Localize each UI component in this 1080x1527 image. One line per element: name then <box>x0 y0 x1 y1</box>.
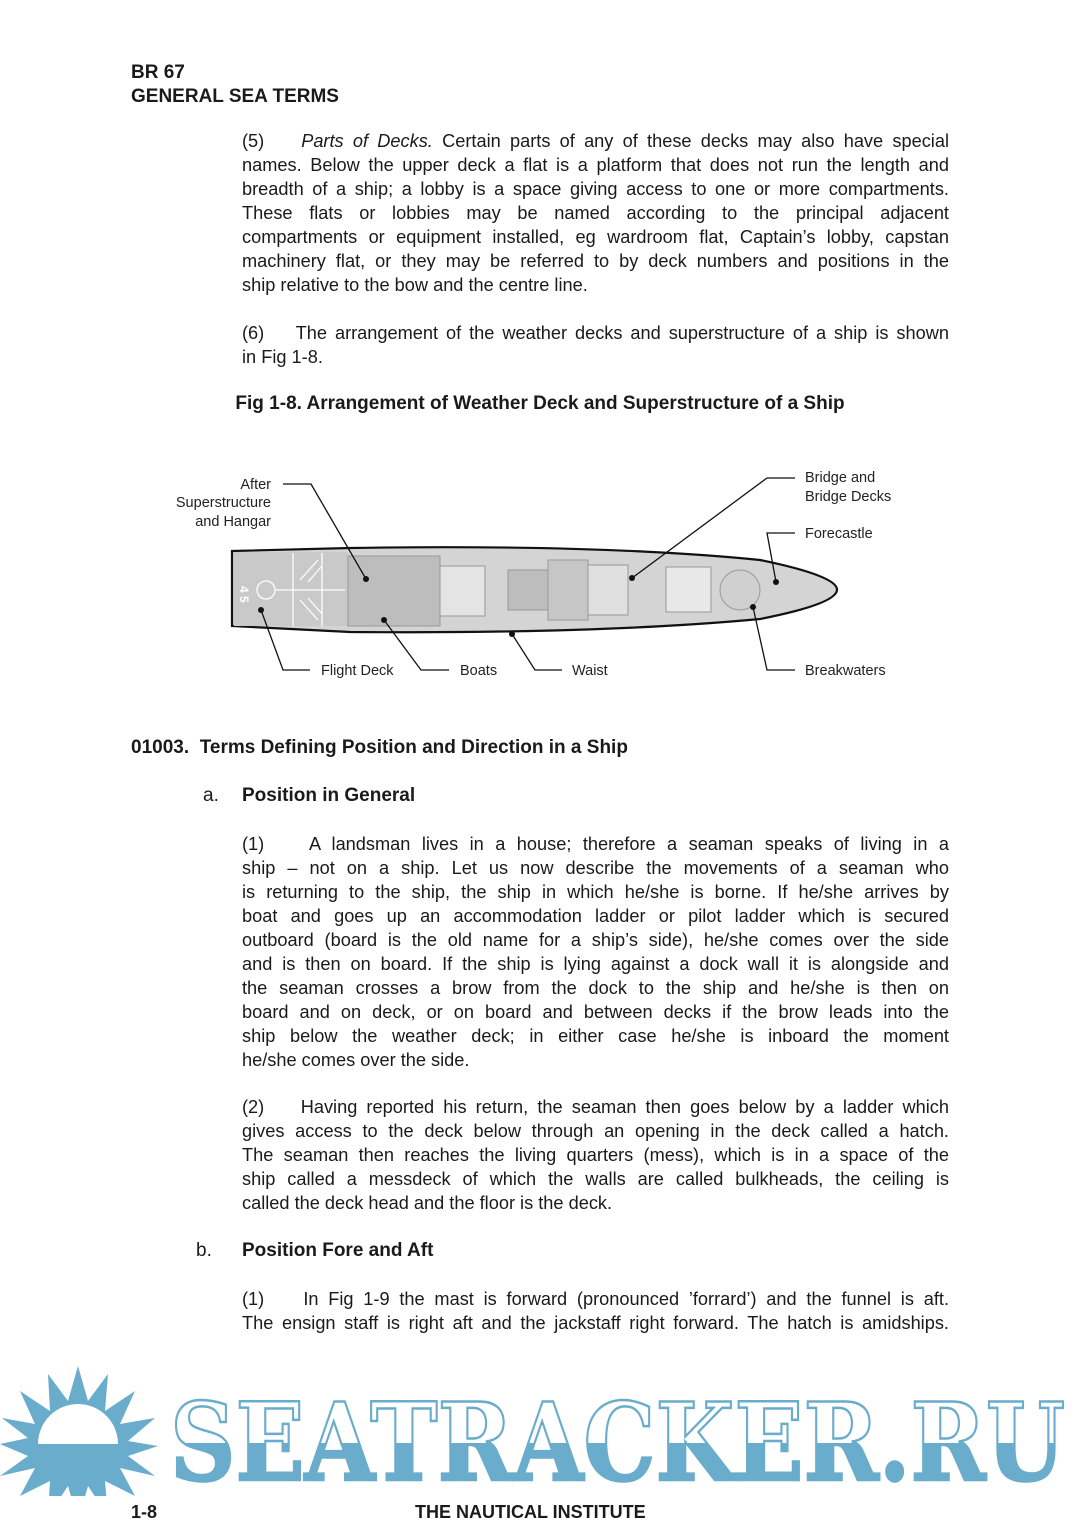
label-breakwaters: Breakwaters <box>805 663 886 679</box>
label-after-superstructure-1: After <box>240 477 271 493</box>
label-bridge-2: Bridge Decks <box>805 489 892 505</box>
label-forecastle: Forecastle <box>805 526 873 542</box>
text-line: In Fig 1-9 the mast is forward (pronounced ’forrard’) and the funnel is aft. <box>303 1289 949 1309</box>
page-number: 1-8 <box>131 1502 158 1522</box>
text-line: gives access to the deck below through an opening in the deck called a hatch. <box>242 1121 949 1141</box>
label-after-superstructure-2: Superstructure <box>175 495 271 511</box>
text-line: boat and goes up an accommodation ladder or pilot ladder which is secured <box>242 906 949 926</box>
deck-marking: 4 5 <box>237 586 251 603</box>
text-line: These flats or lobbies may be named according to the principal adjacent <box>242 203 949 223</box>
paragraph-a1 <box>242 832 949 1072</box>
para-number: (2) <box>242 1097 265 1117</box>
text-line: ship below the weather deck; in either case he/she is inboard the moment <box>242 1026 949 1046</box>
paragraph-a2 <box>242 1095 949 1215</box>
publisher: THE NAUTICAL INSTITUTE <box>415 1502 646 1522</box>
watermark-text: SEATRACKER.RU <box>170 1380 1065 1496</box>
text-line: The seaman then reaches the living quarters (mess), which is in a space of the <box>242 1145 949 1165</box>
sub-a-letter: a. <box>203 785 219 806</box>
label-bridge-1: Bridge and <box>805 470 876 486</box>
document-title: GENERAL SEA TERMS <box>131 86 339 107</box>
para-number: (1) <box>242 834 265 854</box>
document-id: BR 67 <box>131 62 185 83</box>
para-number: (6) <box>242 323 265 343</box>
text-line: in Fig 1-8. <box>242 347 323 367</box>
text-line: and is then on board. If the ship is lying against a dock wall it is alongside and <box>242 954 949 974</box>
label-boats: Boats <box>460 663 498 679</box>
text-line: he/she comes over the side. <box>242 1050 470 1070</box>
section-number: 01003. <box>131 737 190 758</box>
text-line: names. Below the upper deck a flat is a platform that does not run the length and <box>242 155 949 175</box>
text-line: is returning to the ship, the ship in which he/she is borne. If he/she arrives by <box>242 882 949 902</box>
ship-diagram <box>0 0 1080 700</box>
text-line: compartments or equipment installed, eg wardroom flat, Captain’s lobby, capstan <box>242 227 949 247</box>
text-line: The arrangement of the weather decks and superstructure of a ship is shown <box>295 323 950 343</box>
text-line: Having reported his return, the seaman then goes below by a ladder which <box>300 1097 949 1117</box>
paragraph-b1 <box>242 1287 949 1335</box>
label-flight-deck: Flight Deck <box>321 663 394 679</box>
text-line: ship – not on a ship. Let us now describe the movements of a seaman who <box>242 858 949 878</box>
label-after-superstructure-3: and Hangar <box>195 514 271 530</box>
para-title: Parts of Decks. <box>301 131 433 151</box>
text-line: ship relative to the bow and the centre line. <box>242 275 588 295</box>
text-line: Certain parts of any of these decks may also have special <box>442 131 949 151</box>
text-line: A landsman lives in a house; therefore a seaman speaks of living in a <box>308 834 949 854</box>
text-line: ship called a messdeck of which the walls are called bulkheads, the ceiling is <box>242 1169 949 1189</box>
watermark <box>0 1356 1080 1496</box>
text-line: outboard (board is the old name for a ship’s side), he/she comes over the side <box>242 930 949 950</box>
section-heading <box>131 736 628 760</box>
sub-b-title: Position Fore and Aft <box>242 1240 434 1261</box>
label-waist: Waist <box>572 663 608 679</box>
section-title: Terms Defining Position and Direction in a Ship <box>199 737 628 758</box>
text-line: The ensign staff is right aft and the jackstaff right forward. The hatch is amidships. <box>242 1313 949 1333</box>
text-line: the seaman crosses a brow from the dock to the ship and he/she is then on <box>242 978 949 998</box>
para-number: (5) <box>242 131 265 151</box>
sun-logo-icon <box>0 1366 158 1496</box>
para-number: (1) <box>242 1289 265 1309</box>
text-line: board and on deck, or on board and between decks if the brow leads into the <box>242 1002 949 1022</box>
text-line: machinery flat, or they may be referred to by deck numbers and positions in the <box>242 251 949 271</box>
figure-caption: Fig 1-8. Arrangement of Weather Deck and Superstructure of a Ship <box>235 393 845 414</box>
text-line: called the deck head and the floor is the deck. <box>242 1193 613 1213</box>
text-line: breadth of a ship; a lobby is a space giving access to one or more compartments. <box>242 179 949 199</box>
sub-b-letter: b. <box>196 1240 212 1261</box>
sub-a-title: Position in General <box>242 785 416 806</box>
